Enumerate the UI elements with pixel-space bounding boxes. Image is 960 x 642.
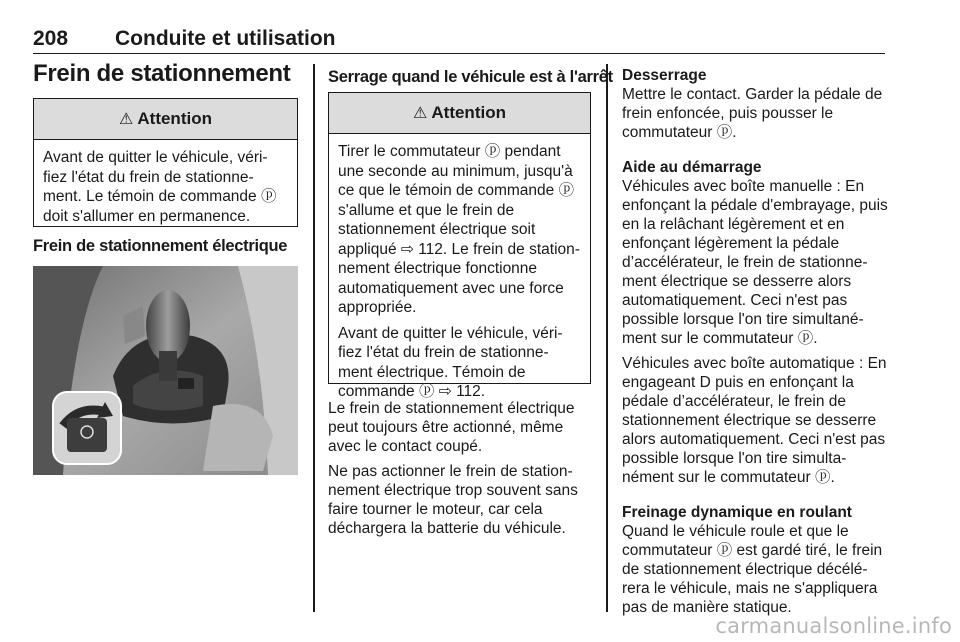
paragraph: Quand le véhicule roule et que le commutateur ⓟ est gardé tiré, le frein de stationnement électrique décélé-rera le véhicule, mais ne s'appliquera pas de manière statique. [622, 523, 883, 616]
paragraph: Ne pas actionner le frein de station-nement électrique trop souvent sans faire tourner le moteur, car cela déchargera la batterie du véhicule. [328, 463, 578, 537]
column-divider-1 [313, 64, 315, 612]
attention-box-2 [328, 92, 591, 400]
attention-paragraph: Tirer le commutateur ⓟ pendant une seconde au minimum, jusqu'à ce que le témoin de commande ⓟ s'allume et que le frein de stationnement électrique soit appliqué ⇨ 112. Le frein de station-nement électrique fonctionne automatiquement avec une force appropriée. [338, 143, 580, 316]
attention-paragraph: Avant de quitter le véhicule, véri-fiez l'état du frein de stationne-ment électrique. Témoin de commande ⓟ ⇨ 112. [338, 324, 563, 400]
page-header [33, 27, 885, 54]
heading-start-assist: Aide au démarrage [622, 159, 762, 176]
attention-text: Avant de quitter le véhicule, véri-fiez l'état du frein de stationne-ment. Le témoin de commande ⓟ doit s'allumer en permanence. [43, 149, 277, 225]
column-3-text [622, 66, 888, 623]
warning-icon: ⚠ [413, 105, 428, 122]
section-title: Frein de stationnement [33, 60, 291, 87]
paragraph: Mettre le contact. Garder la pédale de frein enfoncée, puis pousser le commutateur ⓟ. [622, 86, 883, 141]
attention-box-1 [33, 98, 298, 227]
console-photo [33, 266, 298, 475]
heading-dynamic-braking: Freinage dynamique en roulant [622, 504, 852, 521]
paragraph: Le frein de stationnement électrique peut toujours être actionné, même avec le contact coupé. [328, 400, 575, 455]
column-divider-2 [606, 64, 608, 612]
heading-release: Desserrage [622, 67, 707, 84]
column-2-text [328, 399, 594, 544]
subheading-electric-brake: Frein de stationnement électrique [33, 237, 288, 255]
paragraph: Véhicules avec boîte manuelle : En enfonçant la pédale d'embrayage, puis en la relâchant légèrement et en enfonçant légèrement la pédale d’accélérateur, le frein de stationne-ment électrique se desserre alors automatiquement. Ceci n'est pas possible lorsque l'on tire simultané-ment sur le commutateur ⓟ. [622, 178, 888, 347]
chapter-title: Conduite et utilisation [115, 27, 336, 50]
paragraph: Véhicules avec boîte automatique : En engageant D puis en enfonçant la pédale d’accélérateur, le frein de stationnement électrique se desserre alors automatiquement. Ceci n'est pas possible lorsque l'on tire simulta-nément sur le commutateur ⓟ. [622, 355, 887, 486]
page-number: 208 [33, 27, 69, 50]
warning-icon: ⚠ [119, 111, 134, 128]
watermark: carmanualsonline.info [715, 614, 952, 638]
attention-header: ⚠ Attention [329, 93, 590, 134]
attention-header: ⚠ Attention [34, 99, 297, 140]
subheading-apply: Serrage quand le véhicule est à l'arrêt [328, 68, 613, 86]
